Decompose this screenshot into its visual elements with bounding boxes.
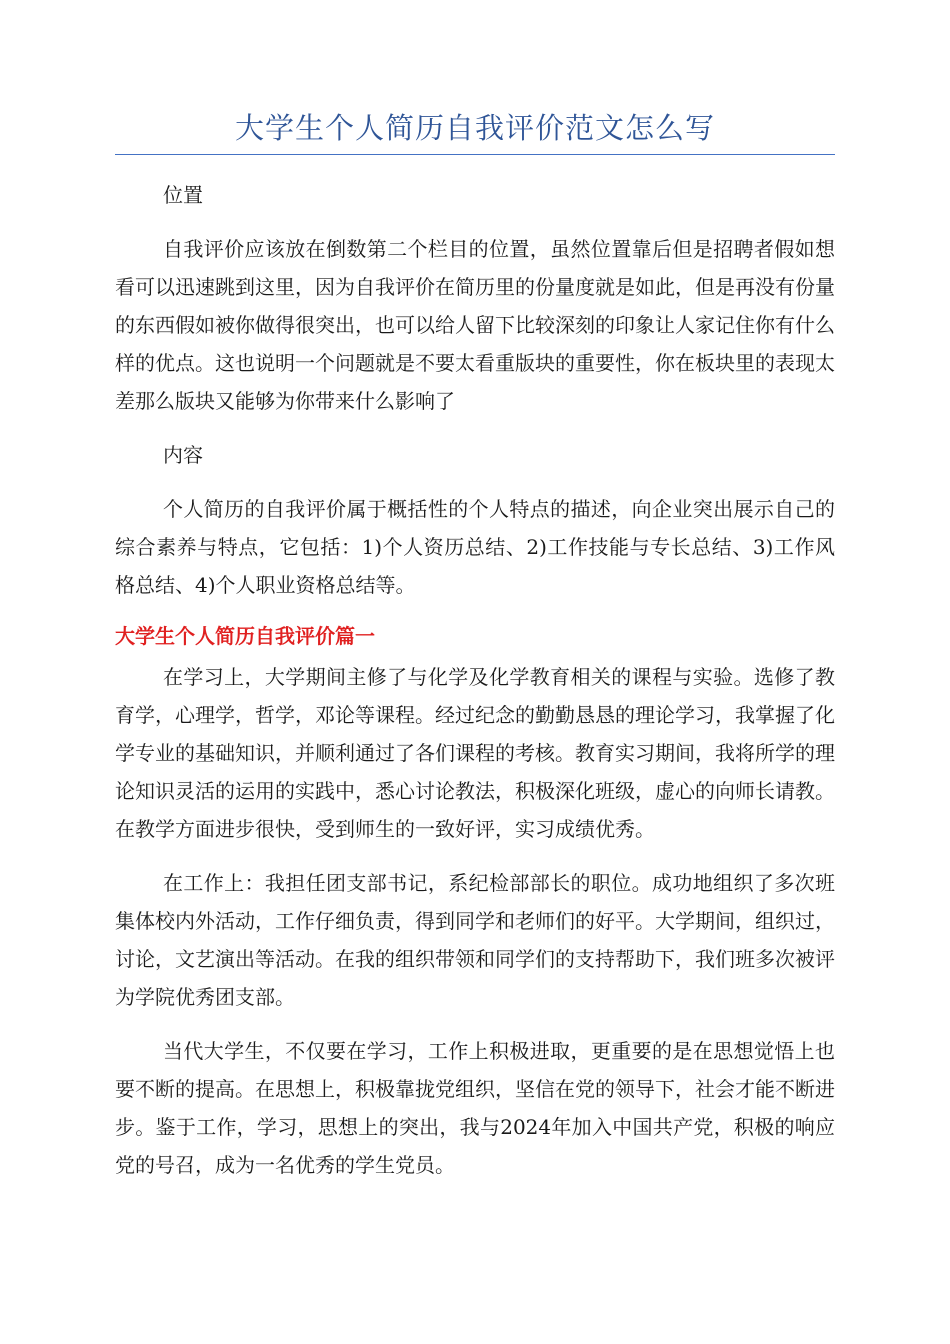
paragraph-study: 在学习上，大学期间主修了与化学及化学教育相关的课程与实验。选修了教育学，心理学，哲学，邓论等课程。经过纪念的勤勤恳恳的理论学习，我掌握了化学专业的基础知识，并顺利通过了各们课程的考核。教育实习期间，我将所学的理论知识灵活的运用的实践中，悉心讨论教法，积极深化班级，虚心的向师长请教。在教学方面进步很快，受到师生的一致好评，实习成绩优秀。 xyxy=(115,665,835,841)
document-body xyxy=(115,176,835,1200)
paragraph-work: 在工作上：我担任团支部书记，系纪检部部长的职位。成功地组织了多次班集体校内外活动，工作仔细负责，得到同学和老师们的好平。大学期间，组织过，讨论，文艺演出等活动。在我的组织带领和同学们的支持帮助下，我们班多次被评为学院优秀团支部。 xyxy=(115,871,835,1009)
document-title: 大学生个人简历自我评价范文怎么写 xyxy=(234,111,715,145)
paragraph-position-heading: 位置 xyxy=(163,183,203,207)
paragraph-content-heading: 内容 xyxy=(163,443,203,467)
section-heading: 大学生个人简历自我评价篇一 xyxy=(115,624,375,648)
title-underline xyxy=(115,154,835,155)
paragraph-position-body: 自我评价应该放在倒数第二个栏目的位置，虽然位置靠后但是招聘者假如想看可以迅速跳到这里，因为自我评价在简历里的份量度就是如此，但是再没有份量的东西假如被你做得很突出，也可以给人留下比较深刻的印象让人家记住你有什么样的优点。这也说明一个问题就是不要太看重版块的重要性，你在板块里的表现太差那么版块又能够为你带来什么影响了 xyxy=(115,237,835,413)
paragraph-content-body: 个人简历的自我评价属于概括性的个人特点的描述，向企业突出展示自己的综合素养与特点，它包括：1)个人资历总结、2)工作技能与专长总结、3)工作风格总结、4)个人职业资格总结等。 xyxy=(115,497,835,597)
paragraph-ideology: 当代大学生，不仅要在学习，工作上积极进取，更重要的是在思想觉悟上也要不断的提高。在思想上，积极靠拢党组织，坚信在党的领导下，社会才能不断进步。鉴于工作，学习，思想上的突出，我与2024年加入中国共产党，积极的响应党的号召，成为一名优秀的学生党员。 xyxy=(115,1039,835,1177)
